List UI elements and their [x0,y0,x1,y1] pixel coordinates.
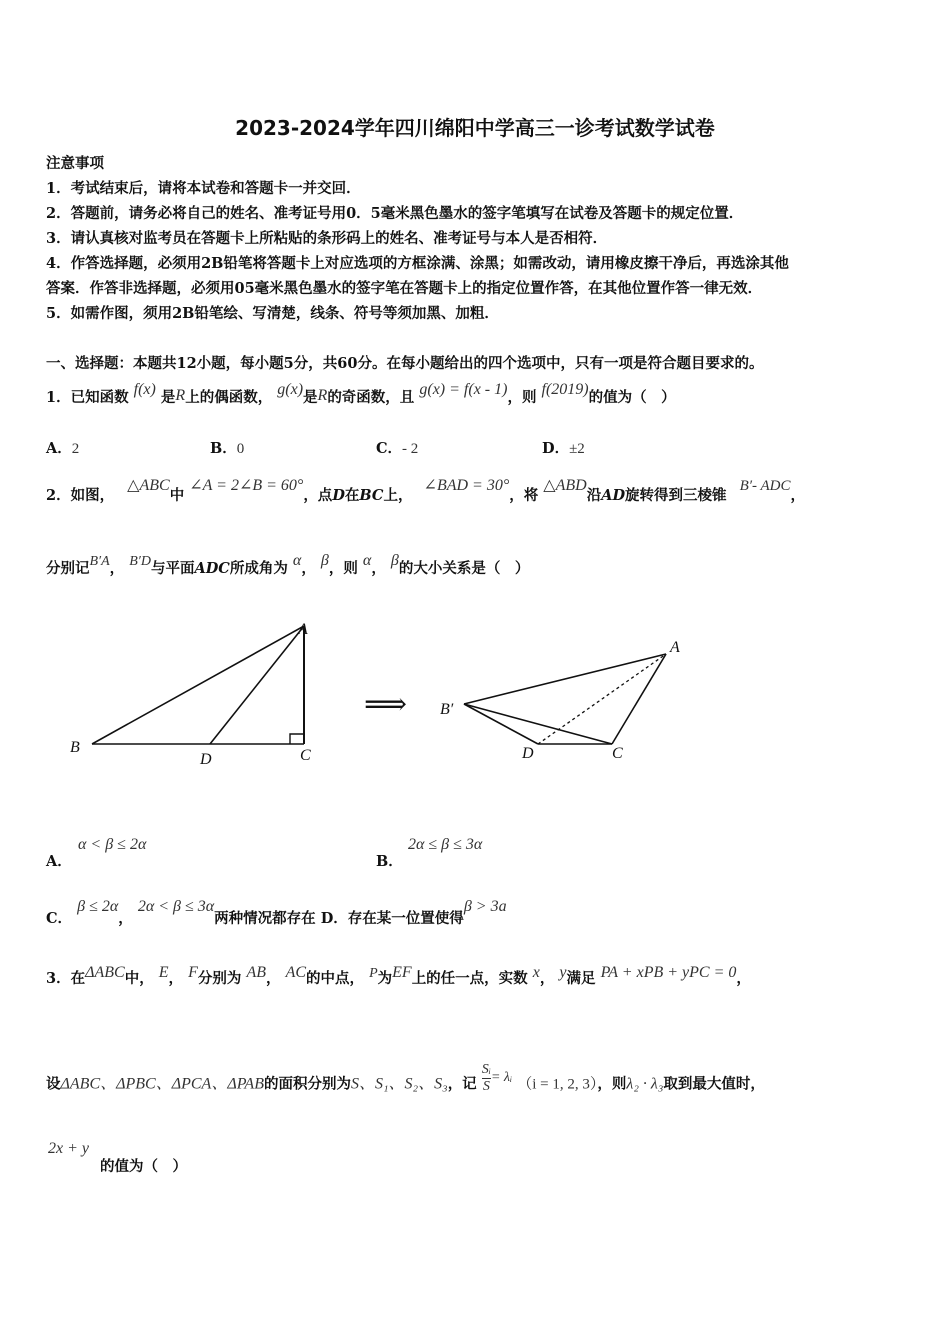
right-angle-mark [290,734,304,744]
label-a: A [298,621,308,638]
notice-heading: 注意事项 [46,155,104,172]
question-3-stem-line3: 的值为（ ） [100,1158,187,1175]
option-b: B． [376,853,403,870]
figure-triangles [60,610,700,780]
label-b-prime: B′ [440,701,454,718]
question-3-stem: 3．在ΔABC中， E， F分别为 AB， AC的中点， P为EF上的任一点，实数 x， y满足 PA + xPB + yPC = 0， [46,964,751,987]
question-2-stem: 2．如图， △ABC中 ∠A = 2∠B = 60°，点D在BC上， ∠BAD = 30°，将 △ABD沿AD旋转得到三棱锥 B′- ADC， [46,477,806,504]
question-3-stem-line2: 设ΔABC、ΔPBC、ΔPCA、ΔPAB的面积分别为S、S₁、S₂、S₃，记 $\frac{\text{Sᵢ}}{S}$ = λᵢ （i = 1, 2, 3），则λ₂ · λ₃取到最大值时， [46,1062,765,1094]
question-1-stem: 1．已知函数 f(x) 是R上的偶函数， g(x)是R的奇函数，且 g(x) = f(x - 1)，则 f(2019)的值为（ ） [46,381,676,406]
label-a2: A [670,639,680,656]
notice-item: 1．考试结束后，请将本试卷和答题卡一并交回． [46,180,361,197]
edge-b-a [464,654,666,704]
edge-a-c [612,654,666,744]
label-d2: D [522,745,534,762]
edge-d-a-hidden [538,654,666,744]
transform-arrow: ⟹ [364,688,408,721]
notice-item: 答案．作答非选择题，必须用05毫米黑色墨水的签字笔在答题卡上的指定位置作答，在其他位置作答一律无效． [46,280,763,297]
edge-ad [210,626,304,744]
option-c: C． β ≤ 2α， 2α < β ≤ 3α两种情况都存在 D．存在某一位置使得β > 3a [46,898,507,927]
fraction: $\frac{\text{Sᵢ}}{S}$ [481,1062,491,1094]
label-c: C [300,747,311,764]
option-a: A．2 [46,440,80,457]
option-a: A． [46,853,72,870]
notice-item: 3．请认真核对监考员在答题卡上所粘贴的条形码上的姓名、准考证号与本人是否相符． [46,230,608,247]
option-d: D．±2 [542,440,585,457]
math: f(x) [133,381,156,398]
question-3-expression: 2x + y [48,1140,89,1157]
label-b: B [70,739,80,756]
section-heading: 一、选择题：本题共12小题，每小题5分，共60分。在每小题给出的四个选项中，只有一项是符合题目要求的。 [46,355,764,372]
question-2-stem-line2: 分别记B′A， B′D与平面ADC所成角为 α， β，则 α， β的大小关系是（ ） [46,552,530,577]
option-a-math: α < β ≤ 2α [78,836,147,853]
page-title: 2023-2024学年四川绵阳中学高三一诊考试数学试卷 [235,116,715,140]
label-d: D [200,751,212,768]
edge-b-d [464,704,538,744]
label-c2: C [612,745,623,762]
option-c: C．- 2 [376,440,419,457]
option-b: B．0 [210,440,245,457]
notice-item: 5．如需作图，须用2B铅笔绘、写清楚，线条、符号等须加黑、加粗． [46,305,499,322]
notice-item: 4．作答选择题，必须用2B铅笔将答题卡上对应选项的方框涂满、涂黑；如需改动，请用橡皮擦干净后，再选涂其他 [46,255,789,272]
option-b-math: 2α ≤ β ≤ 3α [408,836,483,853]
notice-item: 2．答题前，请务必将自己的姓名、准考证号用0．5毫米黑色墨水的签字笔填写在试卷及答题卡的规定位置． [46,205,744,222]
edge-ba [92,626,304,744]
edge-b-c [464,704,612,744]
